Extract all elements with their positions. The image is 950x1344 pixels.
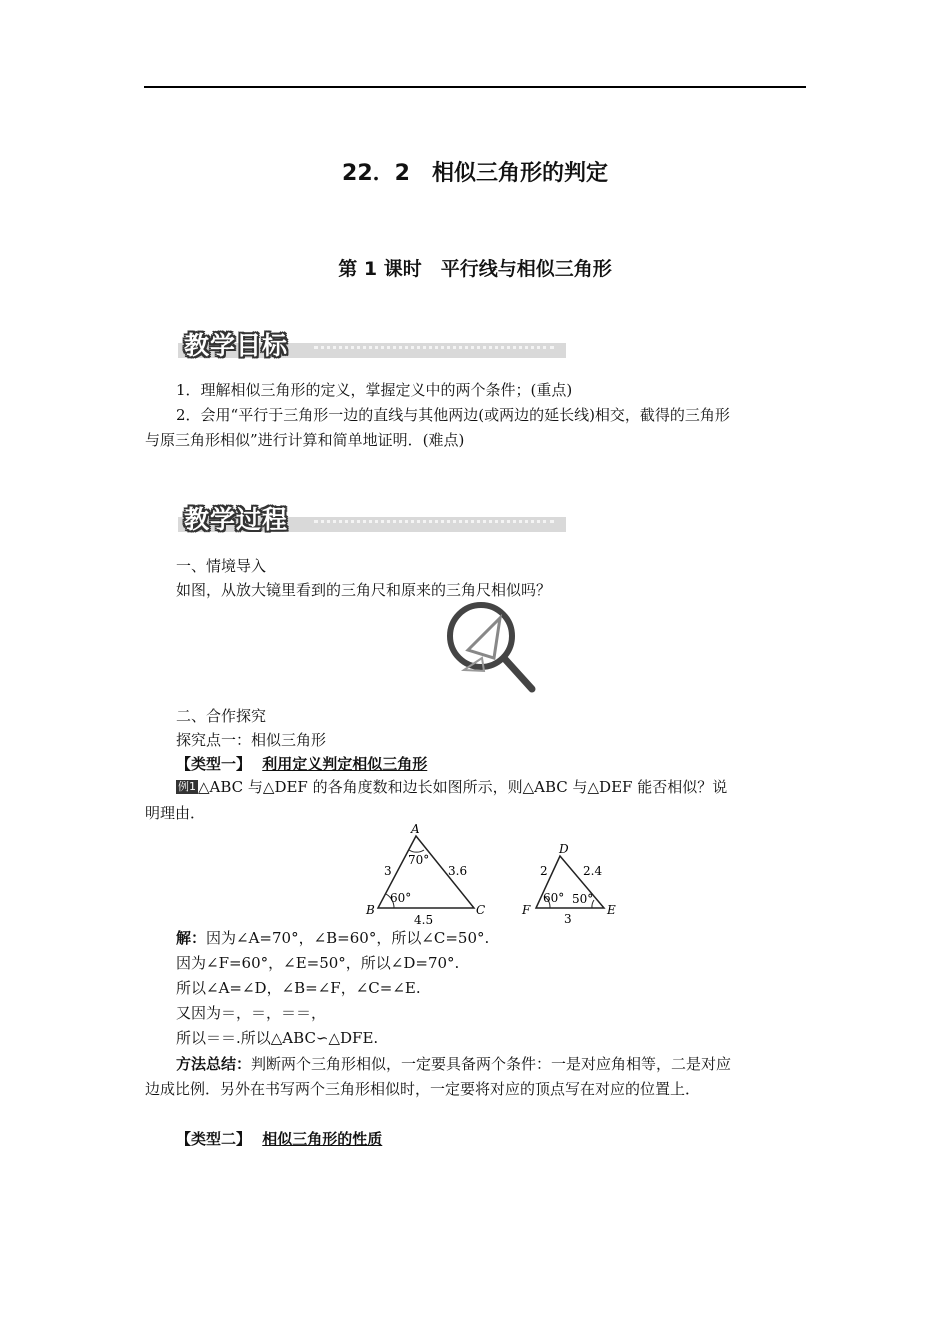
vertex-b: B: [366, 903, 375, 917]
side-de-label: 2.4: [583, 864, 603, 878]
goal-2-line-2: 与原三角形相似”进行计算和简单地证明．(难点): [145, 431, 465, 449]
solution-line-4: 又因为＝，＝，＝＝，: [176, 1004, 327, 1022]
angle-b-label: 60°: [390, 891, 412, 905]
goal-1: 1．理解相似三角形的定义，掌握定义中的两个条件；(重点): [176, 381, 573, 399]
magnifier-handle: [504, 658, 532, 689]
angle-e-label: 50°: [572, 892, 594, 906]
triangle-in-lens: [468, 618, 500, 658]
vertex-e: E: [607, 903, 616, 917]
lesson-subtitle: 第 1 课时 平行线与相似三角形: [338, 258, 612, 280]
method-line-1: [176, 1052, 731, 1076]
vertex-d: D: [559, 842, 569, 856]
side-fe-label: 3: [564, 912, 572, 926]
banner-label: 教学目标: [184, 331, 289, 360]
banner-dots: [314, 346, 554, 357]
vertex-f: F: [522, 903, 531, 917]
part2-heading: 二、合作探究: [176, 707, 267, 725]
side-bc-label: 4.5: [414, 913, 434, 927]
type1-bracket: 【类型一】: [176, 755, 252, 773]
goal-2-line-1: 2．会用“平行于三角形一边的直线与其他两边(或两边的延长线)相交，截得的三角形: [176, 406, 730, 424]
example-line-1: [176, 775, 727, 799]
example-line-2: 明理由．: [145, 804, 206, 822]
explore-point-1: 探究点一：相似三角形: [176, 731, 327, 749]
vertex-a: A: [411, 822, 420, 836]
side-ac-label: 3.6: [448, 864, 468, 878]
side-df-label: 2: [540, 864, 548, 878]
type1-heading: [176, 752, 427, 776]
example-text: △ABC 与△DEF 的各角度数和边长如图所示，则△ABC 与△DEF 能否相似？说: [198, 778, 728, 796]
vertex-c: C: [476, 903, 486, 917]
magnifier-figure: [444, 600, 544, 695]
side-ab-label: 3: [384, 864, 392, 878]
solution-text-1: 因为∠A=70°，∠B=60°，所以∠C=50°.: [206, 929, 490, 947]
angle-f-label: 60°: [543, 891, 565, 905]
angle-a-arc: [409, 850, 424, 852]
example-badge: 例1: [178, 780, 196, 793]
solution-label: 解：: [176, 929, 207, 947]
angle-a-label: 70°: [408, 853, 430, 867]
part1-text: 如图，从放大镜里看到的三角尺和原来的三角尺相似吗？: [176, 581, 552, 599]
banner-label: 教学过程: [184, 505, 289, 534]
type2-heading: [176, 1127, 382, 1151]
page-title: 22．2 相似三角形的判定: [342, 161, 608, 186]
method-line-2: 边成比例．另外在书写两个三角形相似时，一定要将对应的顶点写在对应的位置上．: [145, 1080, 701, 1098]
method-label: 方法总结：: [176, 1055, 252, 1073]
banner-dots: [314, 520, 554, 531]
part1-heading: 一、情境导入: [176, 557, 267, 575]
type2-bracket: 【类型二】: [176, 1130, 252, 1148]
solution-line-5: 所以＝＝.所以△ABC∽△DFE.: [176, 1029, 379, 1047]
solution-line-3: 所以∠A=∠D，∠B=∠F，∠C=∠E.: [176, 979, 421, 997]
method-text-1: 判断两个三角形相似，一定要具备两个条件：一是对应角相等，二是对应: [251, 1055, 732, 1073]
type2-title: 相似三角形的性质: [262, 1130, 383, 1148]
solution-line-1: [176, 926, 489, 950]
solution-line-2: 因为∠F=60°，∠E=50°，所以∠D=70°.: [176, 954, 460, 972]
top-rule: [144, 86, 806, 88]
type1-title: 利用定义判定相似三角形: [262, 755, 428, 773]
triangles-figure: [350, 820, 630, 932]
banner-teaching-process: [178, 502, 566, 538]
banner-teaching-goals: [178, 328, 566, 364]
